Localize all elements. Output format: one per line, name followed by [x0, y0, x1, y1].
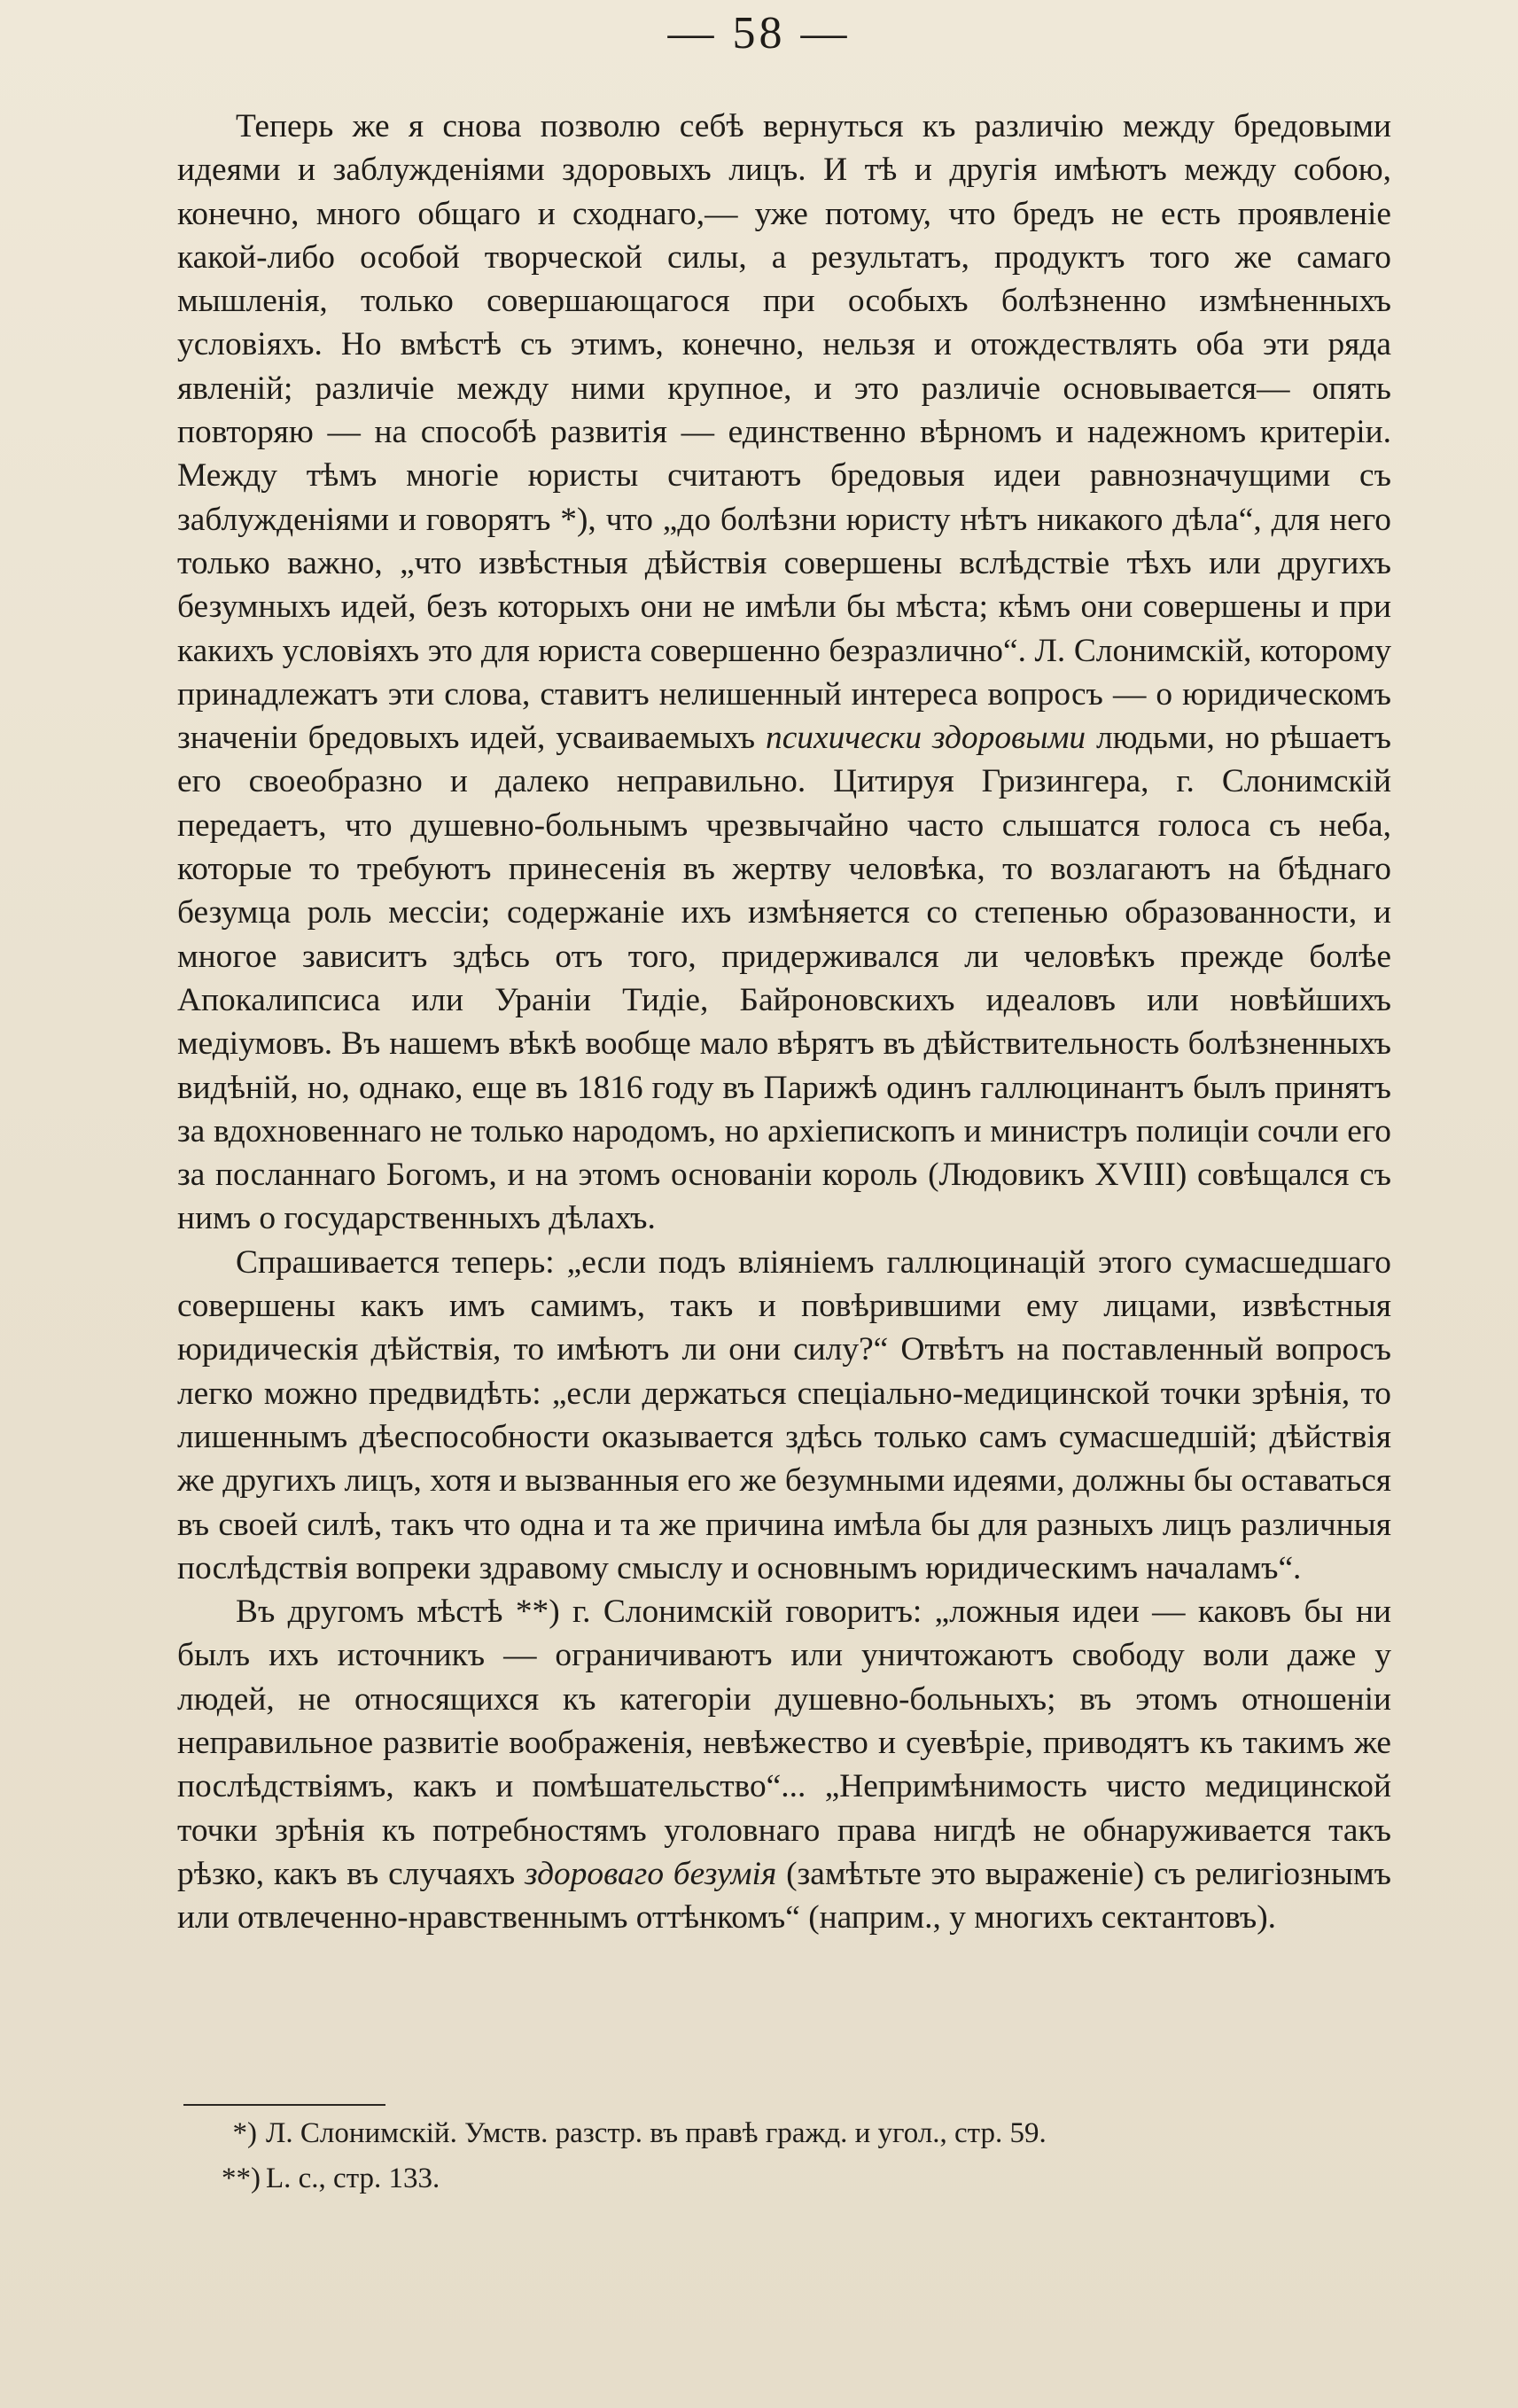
- body-text: [177, 105, 1391, 1939]
- footnotes: [177, 2111, 1391, 2201]
- paragraph-1: [177, 105, 1391, 1241]
- page-number: — 58 —: [667, 8, 851, 58]
- paragraph-2-text: Спрашивается теперь: „если подъ вліяніемъ галлюцинацій этого сумасшедшаго совершены какъ имъ самимъ, такъ и повѣрившими ему лицами, извѣстныя юридическія дѣйствія, то имѣютъ ли они силу?“ Отвѣтъ на поставленный вопросъ легко можно предвидѣть: „если держаться спеціально-медицинской точки зрѣнія, то лишеннымъ дѣеспособности оказывается здѣсь только самъ сумасшедшій; дѣйствія же другихъ лицъ, хотя и вызванныя его же безумными идеями, должны бы оставаться въ своей силѣ, такъ что одна и та же причина имѣла бы для разныхъ лицъ различныя послѣдствія вопреки здравому смыслу и основнымъ юридическимъ началамъ“.: [177, 1243, 1391, 1586]
- footnote-1-mark: *): [232, 2117, 257, 2149]
- footnote-separator: [183, 2104, 385, 2106]
- footnote-1-text: Л. Слонимскій. Умств. разстр. въ правѣ гражд. и угол., стр. 59.: [266, 2117, 1047, 2149]
- footnote-2: [177, 2156, 1391, 2201]
- paragraph-2: [177, 1241, 1391, 1590]
- footnote-2-text: L. c., стр. 133.: [266, 2163, 440, 2194]
- paragraph-1-italic: психически здоровыми: [766, 720, 1086, 757]
- paragraph-3: [177, 1590, 1391, 1939]
- paragraph-3-text-a: Въ другомъ мѣстѣ **) г. Слонимскій говоритъ: „ложныя идеи — каковъ бы ни былъ ихъ источникъ — ограничиваютъ или уничтожаютъ свободу воли даже у людей, не относящихся къ категоріи душевно-больныхъ; въ этомъ отношеніи неправильное развитіе воображенія, невѣжество и суевѣріе, приводятъ къ такимъ же послѣдствіямъ, какъ и помѣшательство“... „Непримѣнимость чисто медицинской точки зрѣнія къ потребностямъ уголовнаго права нигдѣ не обнаруживается такъ рѣзко, какъ въ случаяхъ: [177, 1594, 1391, 1892]
- footnote-1: [177, 2111, 1391, 2156]
- paragraph-3-text-b: (замѣтьте это выраженіе) съ религіознымъ или отвлеченно-нравственнымъ оттѣнкомъ“ (наприм., у многихъ сектантовъ).: [177, 1855, 1392, 1937]
- paragraph-1-text-a: Теперь же я снова позволю себѣ вернуться къ различію между бредовыми идеями и заблужденіями здоровыхъ лицъ. И тѣ и другія имѣютъ между собою, конечно, много общаго и сходнаго,— уже потому, что бредъ не есть проявленіе какой-либо особой творческой силы, а результатъ, продуктъ того же самаго мышленія, только совершающагося при особыхъ болѣзненно измѣненныхъ условіяхъ. Но вмѣстѣ съ этимъ, конечно, нельзя и отождествлять оба эти ряда явленій; различіе между ними крупное, и это различіе основывается— опять повторяю — на способѣ развитія — единственно вѣрномъ и надежномъ критеріи. Между тѣмъ многіе юристы считаютъ бредовыя идеи равнозначущими съ заблужденіями и говорятъ *), что „до болѣзни юристу нѣтъ никакого дѣла“, для него только важно, „что извѣстныя дѣйствія совершены вслѣдствіе тѣхъ или другихъ безумныхъ идей, безъ которыхъ они не имѣли бы мѣста; кѣмъ они совершены и при какихъ условіяхъ это для юриста совершенно безразлично“. Л. Слонимскій, которому принадлежатъ эти слова, ставитъ нелишенный интереса вопросъ — о юридическомъ значеніи бредовыхъ идей, усваиваемыхъ: [177, 108, 1391, 757]
- footnote-2-mark: **): [222, 2163, 261, 2194]
- paragraph-1-text-b: людьми, но рѣшаетъ его своеобразно и далеко неправильно. Цитируя Гризингера, г. Слонимскій передаетъ, что душевно-больнымъ чрезвычайно часто слышатся голоса съ неба, которые то требуютъ принесенія въ жертву человѣка, то возлагаютъ на бѣднаго безумца роль мессіи; содержаніе ихъ измѣняется со степенью образованности, и многое зависитъ здѣсь отъ того, придерживался ли человѣкъ прежде болѣе Апокалипсиса или Ураніи Тидіе, Байроновскихъ идеаловъ или новѣйшихъ медіумовъ. Въ нашемъ вѣкѣ вообще мало вѣрятъ въ дѣйствительность болѣзненныхъ видѣній, но, однако, еще въ 1816 году въ Парижѣ одинъ галлюцинантъ былъ принятъ за вдохновеннаго не только народомъ, но архіепископъ и министръ полиціи сочли его за посланнаго Богомъ, и на этомъ основаніи король (Людовикъ XVIII) совѣщался съ нимъ о государственныхъ дѣлахъ.: [177, 720, 1391, 1237]
- paragraph-3-italic: здороваго безумія: [524, 1855, 777, 1892]
